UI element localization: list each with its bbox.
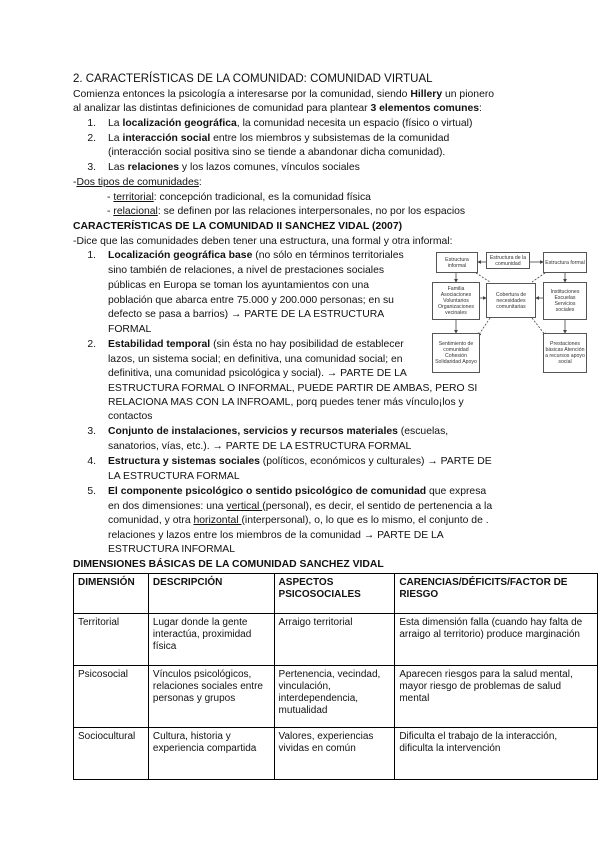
table-header: CARENCIAS/DÉFICITS/FACTOR DE RIESGO [395,574,598,614]
diagram-box: Estructura formal [543,252,587,273]
structure-item-5: El componente psicológico o sentido psicológico de comunidad que expresa [108,486,487,497]
dimensions-table [73,573,598,780]
sanchez-title: CARACTERÍSTICAS DE LA COMUNIDAD II SANCHEZ VIDAL (2007) [73,221,403,232]
structure-item-line: RELACIONA MAS CON LA INFROAML, porq puedes tener más vínculo¡los y [108,397,464,408]
structure-item-line: lazos, un sistema social; en definitiva, una comunidad social; en [108,354,403,365]
structure-item-3: Conjunto de instalaciones, servicios y recursos materiales (escuelas, [108,426,449,437]
list-item: La interacción social entre los miembros y subsistemas de la comunidad [108,133,450,144]
structure-item-line: en dos dimensiones: una vertical (personal), es decir, el sentido de pertenencia a la [108,501,493,512]
structure-item-line: sanatorios, vías, etc.). → PARTE DE LA ESTRUCTURA FORMAL [108,441,412,452]
list-number: 2. [87,339,96,350]
table-row [74,728,598,780]
structure-item-line: FORMAL [108,324,152,335]
structure-item-line: sino también de relaciones, a nivel de prestaciones sociales [108,265,385,276]
intro-line-1: Comienza entonces la psicología a interesarse por la comunidad, siendo Hillery un pionero [73,89,495,100]
table-cell: Valores, experiencias vividas en común [274,728,395,780]
type-relacional: - relacional: se definen por las relaciones interpersonales, no por los espacios [107,206,466,217]
table-header: ASPECTOS PSICOSOCIALES [274,574,395,614]
list-number: 1. [87,250,96,261]
list-number: 2. [87,133,96,144]
table-cell: Sociocultural [74,728,149,780]
table-cell: Psicosocial [74,666,149,728]
types-heading: -Dos tipos de comunidades: [73,177,202,188]
table-cell: Aparecen riesgos para la salud mental, mayor riesgo de problemas de salud mental [395,666,598,728]
table-cell: Territorial [74,614,149,666]
diagram-box: Cobertura de necesidades comunitarias [486,283,536,318]
table-cell: Lugar donde la gente interactúa, proximidad física [148,614,274,666]
diagram-box: Instituciones Escuelas Servicios sociales [543,282,587,320]
table-cell: Cultura, historia y experiencia compartida [148,728,274,780]
table-title: DIMENSIONES BÁSICAS DE LA COMUNIDAD SANCHEZ VIDAL [73,559,384,570]
structure-item-line: comunidad, y otra horizontal (interpersonal), o, lo que es lo mismo, el conjunto de . [108,515,489,526]
list-item-continuation: (interacción social positiva sino se tiende a abandonar dicha comunidad). [108,147,446,158]
table-cell: Esta dimensión falla (cuando hay falta de arraigo al territorio) produce marginación [395,614,598,666]
structure-item-line: relaciones y lazos entre los miembros de la comunidad → PARTE DE LA [108,530,444,541]
type-territorial: - territorial: concepción tradicional, es la comunidad física [107,192,371,203]
list-item: Las relaciones y los lazos comunes, vínculos sociales [108,162,360,173]
list-number: 3. [87,426,96,437]
table-header: DIMENSIÓN [74,574,149,614]
table-cell: Pertenencia, vecindad, vinculación, interdependencia, mutualidad [274,666,395,728]
diagram-box: Sentimiento de comunidad Cohesión Solidaridad Apoyo [432,333,480,373]
structure-item-4: Estructura y sistemas sociales (políticos, económicos y culturales) → PARTE DE [108,456,492,467]
structure-item-line: definitiva, una comunidad psicológica y social). → PARTE DE LA [108,368,407,379]
diagram-box: Familia Asociaciones Voluntarios Organizaciones vecinales [432,282,480,320]
structure-item-line: contactos [108,411,153,422]
table-row [74,666,598,728]
table-cell: Dificulta el trabajo de la interacción, dificulta la intervención [395,728,598,780]
list-number: 1. [87,118,96,129]
diagram-box: Prestaciones básicas Atención a recursos apoyo social [543,333,587,373]
structure-item-1: Localización geográfica base (no sólo en términos territoriales [108,250,404,261]
table-header-row [74,574,598,614]
table-cell: Arraigo territorial [274,614,395,666]
structure-item-line: públicas en Europa se toman los ayuntamientos con una [108,280,370,291]
list-number: 5. [87,486,96,497]
table-cell: Vínculos psicológicos, relaciones sociales entre personas y grupos [148,666,274,728]
structure-item-line: ESTRUCTURA INFORMAL [108,544,236,555]
structure-item-line: población que abarca entre 75.000 y 200.000 personas; en su [108,295,394,306]
structure-item-line: ESTRUCTURA FORMAL O INFORMAL, PUEDE PARTIR DE AMBAS, PERO SI [108,383,478,394]
intro-line-2: al analizar las distintas definiciones de comunidad para plantear 3 elementos comunes: [73,103,482,114]
section-title: 2. CARACTERÍSTICAS DE LA COMUNIDAD: COMUNIDAD VIRTUAL [73,73,433,85]
structure-item-line: defecto se pasa a barrios) → PARTE DE LA ESTRUCTURA [108,309,385,320]
diagram-box: Estructura de la comunidad [486,252,530,269]
structure-item-2: Estabilidad temporal (sin ésta no hay posibilidad de establecer [108,339,404,350]
list-number: 4. [87,456,96,467]
list-number: 3. [87,162,96,173]
table-header: DESCRIPCIÓN [148,574,274,614]
sanchez-intro: -Dice que las comunidades deben tener una estructura, una formal y otra informal: [73,236,453,247]
list-item: La localización geográfica, la comunidad necesita un espacio (físico o virtual) [108,118,473,129]
table-row [74,614,598,666]
structure-item-line: LA ESTRUCTURA FORMAL [108,471,240,482]
diagram-box: Estructura informal [436,252,478,273]
